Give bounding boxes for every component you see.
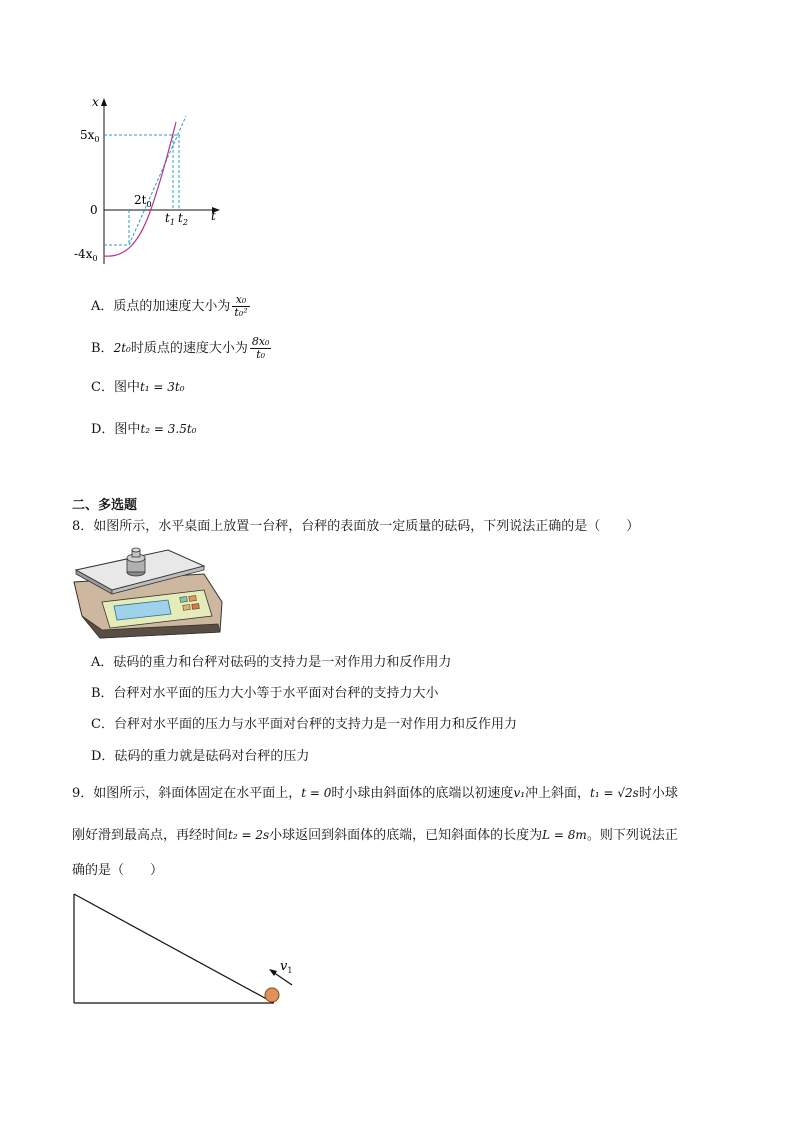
q9-stem-line1: 9．如图所示，斜面体固定在水平面上，t = 0时小球由斜面体的底端以初速度v₁冲上斜面，t₁ = √2s时小球: [72, 786, 678, 801]
q7-option-c[interactable]: [91, 378, 185, 397]
tick-zero: 0: [90, 203, 98, 217]
position-curve: [104, 122, 176, 256]
q7-option-b-fraction: $\frac{\text{8x₀}}{\text{t₀}}$: [251, 335, 270, 361]
q8-option-d[interactable]: D．砝码的重力就是砝码对台秤的压力: [91, 749, 310, 764]
tick-minus4x0: $-4x_0$: [74, 247, 98, 263]
q9-stem-line3: 确的是（ ）: [72, 863, 164, 878]
tick-5x0: $5x_0$: [80, 128, 100, 144]
q8-option-c[interactable]: C．台秤对水平面的压力与水平面对台秤的支持力是一对作用力和反作用力: [91, 717, 517, 732]
q8-option-a[interactable]: A．砝码的重力和台秤对砝码的支持力是一对作用力和反作用力: [91, 655, 452, 670]
ball: [265, 988, 279, 1002]
tick-t1: $t_1$: [165, 211, 175, 227]
tangent-line: [129, 116, 186, 245]
q7-option-b-text: 时质点的速度大小为: [130, 341, 248, 356]
q7-option-b[interactable]: [91, 336, 271, 361]
q7-option-a-text: A．质点的加速度大小为: [91, 299, 231, 314]
x-t-graph: [70, 92, 230, 272]
q7-option-d-math: t₂ = 3.5t₀: [140, 422, 197, 436]
q9-stem-line2: 刚好滑到最高点，再经时间t₂ = 2s小球返回到斜面体的底端，已知斜面体的长度为L = 8m。则下列说法正: [72, 828, 678, 843]
q7-option-c-math: t₁ = 3t₀: [139, 380, 185, 394]
incline-diagram: [70, 890, 310, 1010]
tick-2t0: $2t_0$: [134, 193, 152, 209]
q8-option-b[interactable]: B．台秤对水平面的压力大小等于水平面对台秤的支持力大小: [91, 686, 439, 701]
t-axis-label: t: [211, 209, 216, 223]
q7-option-d-prefix: D．图中: [91, 422, 141, 437]
velocity-arrowhead: [269, 969, 277, 976]
x-axis-label: x: [92, 95, 99, 109]
q7-option-b-math: 2t₀: [113, 341, 131, 355]
section-heading: 二、多选题: [72, 498, 138, 513]
scale-image: [72, 544, 224, 644]
q7-option-b-prefix: B．: [91, 341, 114, 356]
q8-stem: 8．如图所示，水平桌面上放置一台秤，台秤的表面放一定质量的砝码，下列说法正确的是（ ）: [72, 519, 640, 534]
incline-slope: [74, 894, 274, 1003]
q7-option-d[interactable]: [91, 420, 196, 439]
q7-option-a-fraction: $\frac{\text{x₀}}{\text{t₀²}}$: [234, 293, 248, 319]
q7-option-a[interactable]: [91, 294, 250, 319]
tick-t2: $t_2$: [178, 211, 188, 227]
velocity-label: $v_1$: [280, 959, 293, 975]
x-axis-arrow: [101, 98, 107, 106]
q7-option-c-prefix: C．图中: [91, 380, 140, 395]
